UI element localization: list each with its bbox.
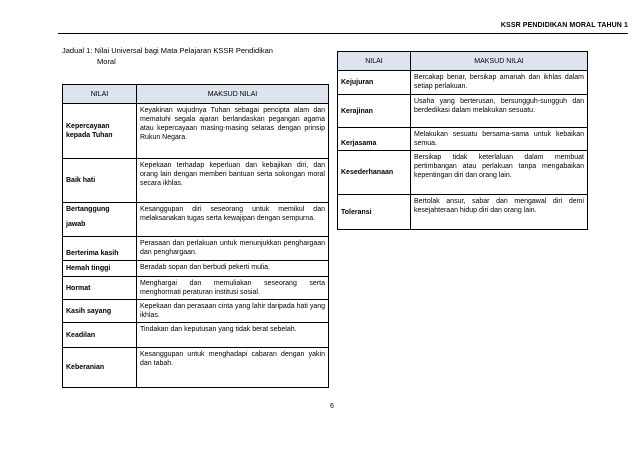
maksud-cell: Usaha yang berterusan, bersungguh-sungguh dan berdedikasi dalam melakukan sesuatu. <box>411 95 588 128</box>
table-caption <box>62 45 324 67</box>
maksud-cell: Kesanggupan untuk menghadapi cabaran dengan yakin dan tabah. <box>137 348 329 388</box>
table-row <box>338 95 588 128</box>
nilai-cell: Berterima kasih <box>63 237 137 261</box>
table-header-row <box>338 52 588 71</box>
header-divider <box>58 33 628 34</box>
table-row <box>63 348 329 388</box>
table-row <box>63 203 329 237</box>
nilai-cell-line-2: jawab <box>66 221 86 228</box>
nilai-table-right <box>337 51 588 230</box>
nilai-cell: Kerajinan <box>338 95 411 128</box>
table-header-row <box>63 85 329 104</box>
table-row <box>63 323 329 348</box>
maksud-cell: Kesanggupan diri seseorang untuk memikul dan melaksanakan tugas serta kewajipan dengan sempurna. <box>137 203 329 237</box>
caption-line-1: Jadual 1: Nilai Universal bagi Mata Pelajaran KSSR Pendidikan <box>62 46 273 55</box>
table-row <box>63 277 329 300</box>
document-header-title: KSSR PENDIDIKAN MORAL TAHUN 1 <box>500 22 628 29</box>
maksud-cell: Bercakap benar, bersikap amanah dan ikhlas dalam setiap perlakuan. <box>411 71 588 95</box>
table-row <box>338 71 588 95</box>
table-row <box>63 300 329 323</box>
maksud-cell: Kepekaan terhadap keperluan dan kebajikan diri, dan orang lain dengan memberi bantuan serta sokongan moral secara ikhlas. <box>137 159 329 203</box>
nilai-cell: Keadilan <box>63 323 137 348</box>
maksud-cell: Kepekaan dan perasaan cinta yang lahir daripada hati yang ikhlas. <box>137 300 329 323</box>
maksud-cell: Perasaan dan perlakuan untuk menunjukkan penghargaan dan penghargaan. <box>137 237 329 261</box>
maksud-cell: Keyakinan wujudnya Tuhan sebagai pencipta alam dan mematuhi segala ajaran berlandaskan pegangan agama atau kepercayaan masing-masing selaras dengan prinsip Rukun Negara. <box>137 104 329 159</box>
table-row <box>63 261 329 277</box>
nilai-cell: Keberanian <box>63 348 137 388</box>
table-row <box>63 237 329 261</box>
nilai-cell: Kesederhanaan <box>338 151 411 195</box>
nilai-cell: Kepercayaan kepada Tuhan <box>63 104 137 159</box>
maksud-cell: Tindakan dan keputusan yang tidak berat sebelah. <box>137 323 329 348</box>
column-header-maksud: MAKSUD NILAI <box>137 85 329 104</box>
column-header-maksud: MAKSUD NILAI <box>411 52 588 71</box>
maksud-cell: Menghargai dan memuliakan seseorang serta menghormati peraturan institusi sosial. <box>137 277 329 300</box>
nilai-cell: Toleransi <box>338 195 411 230</box>
caption-line-2: Moral <box>97 57 116 66</box>
nilai-cell <box>63 203 137 237</box>
maksud-cell: Bertolak ansur, sabar dan mengawal diri demi kesejahteraan hidup diri dan orang lain. <box>411 195 588 230</box>
nilai-cell: Kerjasama <box>338 128 411 151</box>
table-row <box>338 151 588 195</box>
nilai-cell: Kejujuran <box>338 71 411 95</box>
nilai-cell-line-1: Bertanggung <box>66 206 110 213</box>
table-row <box>63 159 329 203</box>
page-number: 6 <box>330 403 334 410</box>
nilai-cell: Hemah tinggi <box>63 261 137 277</box>
table-row <box>338 195 588 230</box>
table-row <box>338 128 588 151</box>
nilai-cell: Kasih sayang <box>63 300 137 323</box>
maksud-cell: Beradab sopan dan berbudi pekerti mulia. <box>137 261 329 277</box>
nilai-cell: Hormat <box>63 277 137 300</box>
table-row <box>63 104 329 159</box>
maksud-cell: Bersikap tidak keterlaluan dalam membuat pertimbangan atau perlakuan tanpa mengabaikan kepentingan diri dan orang lain. <box>411 151 588 195</box>
nilai-cell: Baik hati <box>63 159 137 203</box>
column-header-nilai: NILAI <box>338 52 411 71</box>
maksud-cell: Melakukan sesuatu bersama-sama untuk kebaikan semua. <box>411 128 588 151</box>
column-header-nilai: NILAI <box>63 85 137 104</box>
nilai-table-left <box>62 84 329 388</box>
